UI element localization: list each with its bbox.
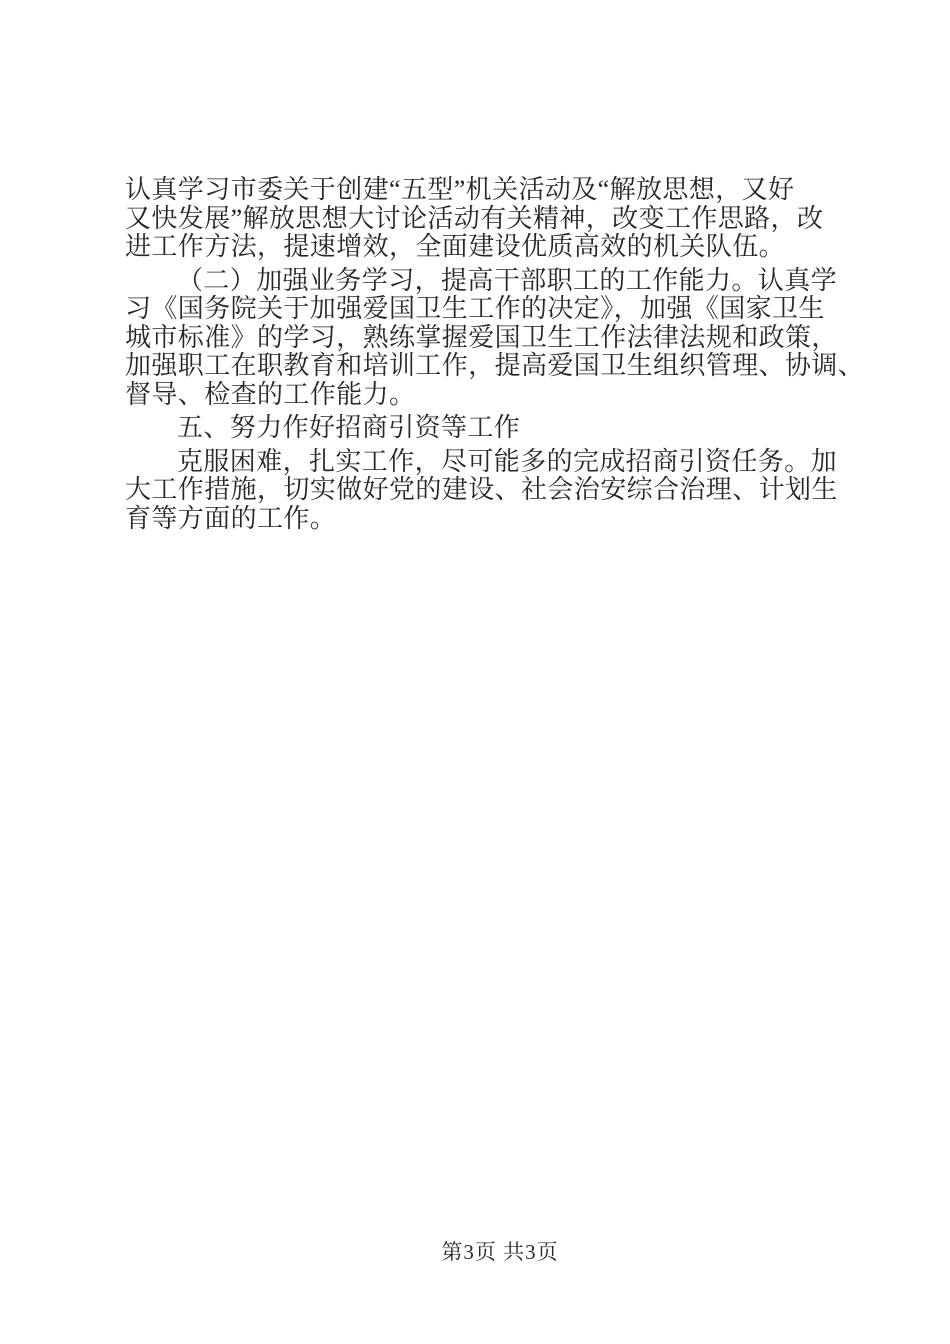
text-line: 克服困难，扎实工作，尽可能多的完成招商引资任务。加 xyxy=(177,446,838,476)
text-line: 习《国务院关于加强爱国卫生工作的决定》，加强《国家卫生 xyxy=(125,294,825,323)
document-body xyxy=(125,176,885,538)
paragraph xyxy=(125,267,885,410)
text-line: 加强职工在职教育和培训工作，提高爱国卫生组织管理、协调、 xyxy=(125,351,865,380)
text-line: 大工作措施，切实做好党的建设、社会治安综合治理、计划生 xyxy=(125,475,838,504)
text-line: 五、努力作好招商引资等工作 xyxy=(177,413,521,442)
text-line: 育等方面的工作。 xyxy=(125,503,337,533)
text-line: （二）加强业务学习，提高干部职工的工作能力。认真学 xyxy=(177,265,838,295)
page-footer xyxy=(125,1239,875,1265)
text-line: 督导、检查的工作能力。 xyxy=(125,379,416,409)
paragraph xyxy=(125,448,885,534)
text-line: 城市标准》的学习，熟练掌握爱国卫生工作法律法规和政策， xyxy=(125,322,838,352)
paragraph xyxy=(125,176,885,262)
section-heading xyxy=(125,414,885,443)
page-number-label: 第3页 共3页 xyxy=(441,1240,559,1264)
text-line: 又快发展”解放思想大讨论活动有关精神，改变工作思路，改 xyxy=(125,203,824,233)
text-line: 认真学习市委关于创建“五型”机关活动及“解放思想，又好 xyxy=(125,175,795,204)
text-line: 进工作方法，提速增效，全面建设优质高效的机关队伍。 xyxy=(125,232,786,261)
